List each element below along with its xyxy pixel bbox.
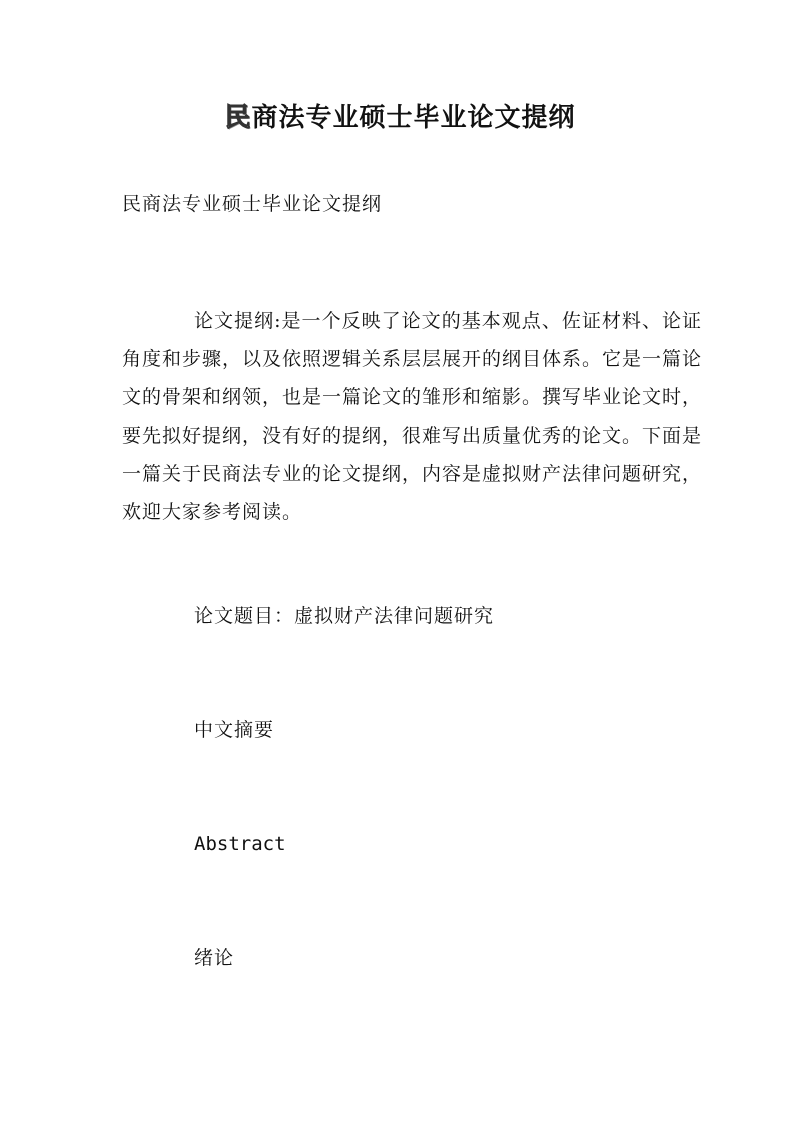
outline-item-chinese-abstract: 中文摘要 [194,719,275,741]
outline-item-introduction: 绪论 [194,947,235,969]
intro-paragraph: 论文提纲:是一个反映了论文的基本观点、佐证材料、论证角度和步骤，以及依照逻辑关系层层展开的纲目体系。它是一篇论文的骨架和纲领，也是一篇论文的雏形和缩影。撰写毕业论文时，要先拟好提纲，没有好的提纲，很难写出质量优秀的论文。下面是一篇关于民商法专业的论文提纲，内容是虚拟财产法律问题研究，欢迎大家参考阅读。 [122,310,703,524]
title-first-character: 民 [224,103,252,133]
title-text: 商法专业硕士毕业论文提纲 [251,103,576,133]
page-title [0,98,800,138]
thesis-title-line: 论文题目：虚拟财产法律问题研究 [194,605,495,627]
document-subtitle: 民商法专业硕士毕业论文提纲 [122,193,383,215]
outline-item-abstract: Abstract [194,833,286,855]
